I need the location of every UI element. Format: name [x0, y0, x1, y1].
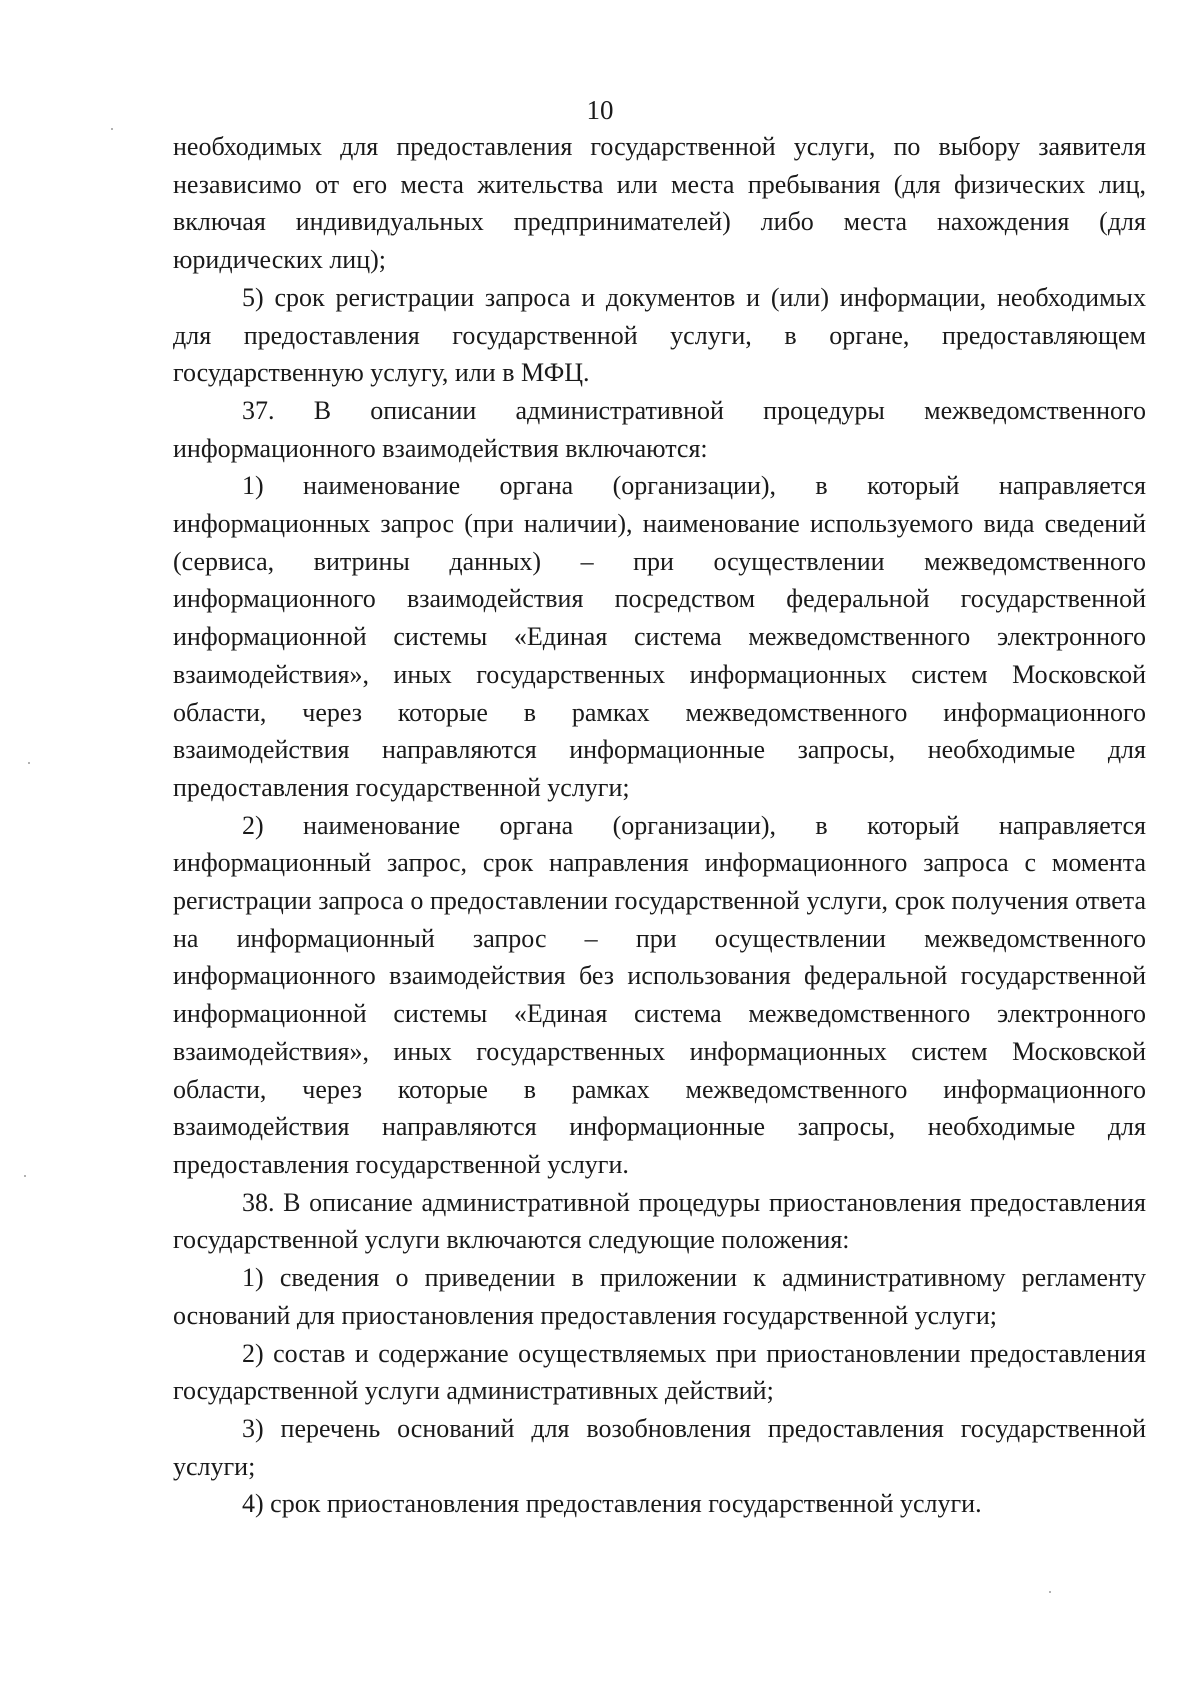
scan-speck: [28, 762, 30, 764]
paragraph-item-5: 5) срок регистрации запроса и документов и (или) информации, необходимых для предоставления государственной услуги, в органе, предоставляющем государственную услугу, или в МФЦ.: [173, 282, 1146, 388]
paragraph-38-item-1: 1) сведения о приведении в приложении к административному регламенту оснований для приостановления предоставления государственной услуги;: [173, 1263, 1146, 1330]
paragraph-continuation: необходимых для предоставления государственной услуги, по выбору заявителя независимо от его места жительства или места пребывания (для физических лиц, включая индивидуальных предпринимателей) либо места нахождения (для юридических лиц);: [173, 132, 1146, 275]
paragraph-38-item-2: 2) состав и содержание осуществляемых при приостановлении предоставления государственной услуги административных действий;: [173, 1338, 1146, 1406]
paragraph-38-item-4: 4) срок приостановления предоставления государственной услуги.: [242, 1489, 982, 1519]
paragraph-section-38: 38. В описание административной процедуры приостановления предоставления государственной услуги включаются следующие положения:: [173, 1187, 1146, 1255]
paragraph-37-item-2: 2) наименование органа (организации), в который направляется информационный запрос, срок направления информационного запроса с момента регистрации запроса о предоставлении государственной услуги, срок получения ответа на информационный запрос – при осуществлении межведомственного информационного взаимодействия без использования федеральной государственной информационной системы «Единая система межведомственного электронного взаимодействия», иных государственных информационных систем Московской области, через которые в рамках межведомственного информационного взаимодействия направляются информационные запросы, необходимые для предоставления государственной услуги.: [173, 810, 1146, 1179]
paragraph-37-item-1: 1) наименование органа (организации), в который направляется информационных запрос (при наличии), наименование используемого вида сведений (сервиса, витрины данных) – при осуществлении межведомственного информационного взаимодействия посредством федеральной государственной информационной системы «Единая система межведомственного электронного взаимодействия», иных государственных информационных систем Московской области, через которые в рамках межведомственного информационного взаимодействия направляются информационные запросы, необходимые для предоставления государственной услуги;: [173, 471, 1146, 802]
scan-speck: [111, 128, 113, 130]
scan-speck: [24, 1175, 26, 1177]
document-body: [173, 128, 1146, 1523]
paragraph-38-item-3: 3) перечень оснований для возобновления предоставления государственной услуги;: [173, 1413, 1146, 1481]
scan-speck: [1049, 1591, 1051, 1593]
paragraph-section-37: 37. В описании административной процедуры межведомственного информационного взаимодействия включаются:: [173, 395, 1146, 463]
page-number: 10: [586, 95, 614, 125]
